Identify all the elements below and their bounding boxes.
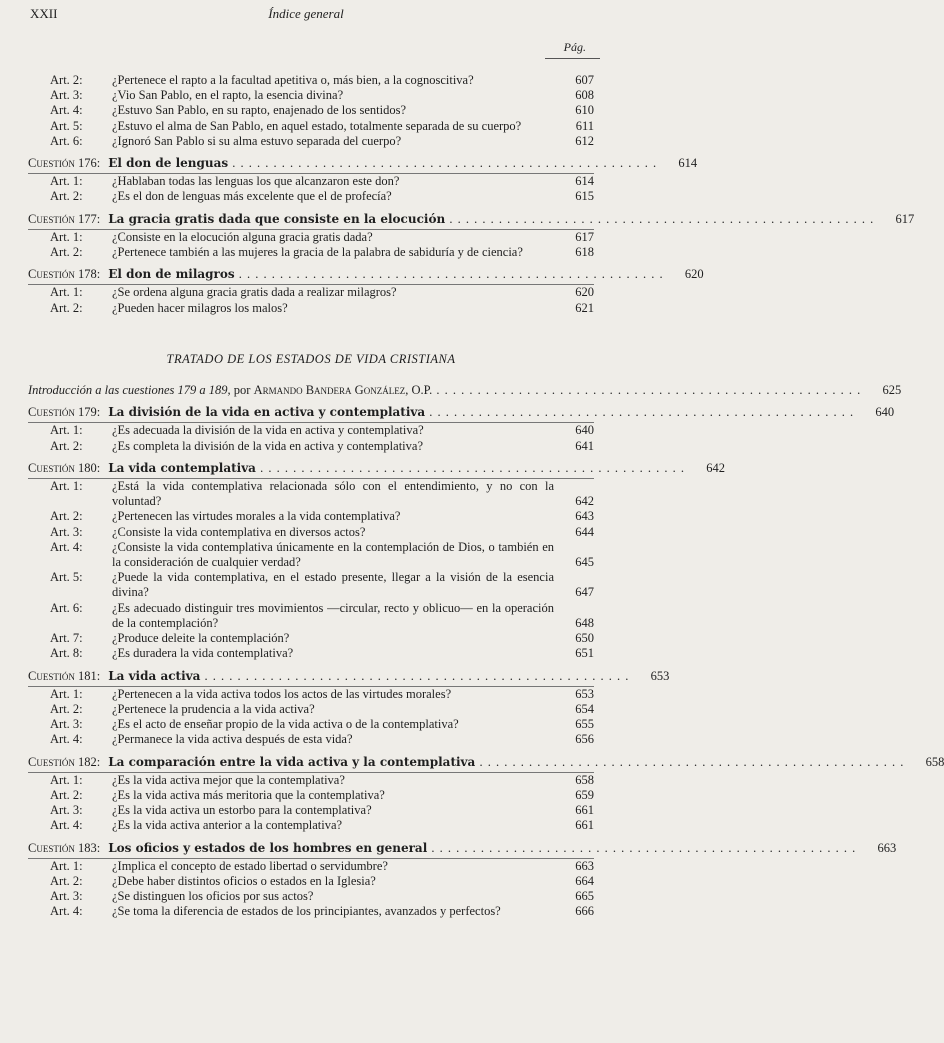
toc-article-entry[interactable] bbox=[50, 717, 594, 732]
article-page-number: 617 bbox=[575, 229, 594, 244]
article-page-number: 656 bbox=[575, 732, 594, 747]
toc-article-entry[interactable] bbox=[50, 88, 594, 103]
toc-article-entry[interactable] bbox=[50, 631, 594, 646]
question-title-wrap bbox=[108, 755, 904, 770]
article-title: ¿Consiste en la elocución alguna gracia gratis dada? bbox=[112, 229, 373, 244]
article-page-number: 659 bbox=[575, 787, 594, 802]
page-column-label: Pág. bbox=[563, 40, 586, 54]
article-number: Art. 2: bbox=[50, 300, 83, 315]
question-page-number: 658 bbox=[925, 754, 944, 769]
dot-leader: . . . . . . . . . . . . . . . . . . . . . . . . . . . . . . . . . . . . . . . . . . . . . . . . . . . . bbox=[234, 267, 664, 282]
treatise-heading: TRATADO DE LOS ESTADOS DE VIDA CRISTIANA bbox=[166, 351, 456, 366]
toc-article-entry[interactable] bbox=[50, 134, 594, 149]
article-number: Art. 2: bbox=[50, 787, 83, 802]
dot-leader: . . . . . . . . . . . . . . . . . . . . . . . . . . . . . . . . . . . . . . . . . . . . . . . . . . . . bbox=[445, 211, 875, 226]
toc-article-entry[interactable] bbox=[50, 439, 594, 454]
question-title-wrap bbox=[108, 156, 657, 171]
article-page-number: 611 bbox=[575, 118, 594, 133]
article-page-number: 614 bbox=[575, 174, 594, 189]
toc-article-entry[interactable] bbox=[50, 189, 594, 204]
table-of-contents bbox=[28, 73, 944, 920]
article-page-number: 615 bbox=[575, 189, 594, 204]
article-number: Art. 2: bbox=[50, 438, 83, 453]
article-number: Art. 1: bbox=[50, 858, 83, 873]
article-number: Art. 2: bbox=[50, 245, 83, 260]
question-title: La vida activa bbox=[108, 668, 201, 683]
article-page-number: 645 bbox=[575, 555, 594, 570]
toc-article-entry[interactable] bbox=[50, 301, 594, 316]
article-number: Art. 6: bbox=[50, 133, 83, 148]
question-page-number: 620 bbox=[684, 267, 704, 282]
article-title: ¿Es la vida activa anterior a la contemplativa? bbox=[112, 818, 343, 833]
toc-article-entry[interactable] bbox=[50, 702, 594, 717]
article-title: ¿Consiste la vida contemplativa únicamente en la contemplación de Dios, o también en la consideración de cualquier verdad? bbox=[112, 539, 554, 570]
article-title: ¿Es la vida activa más meritoria que la contemplativa? bbox=[112, 787, 385, 802]
question-title-wrap bbox=[108, 461, 685, 476]
article-page-number: 607 bbox=[575, 73, 594, 87]
article-number: Art. 3: bbox=[50, 889, 83, 904]
article-page-number: 650 bbox=[575, 631, 594, 646]
article-title: ¿Pertenece la prudencia a la vida activa? bbox=[112, 701, 315, 716]
dot-leader: . . . . . . . . . . . . . . . . . . . . . . . . . . . . . . . . . . . . . . . . . . . . . . . . . . . . bbox=[255, 460, 685, 475]
article-title: ¿Pertenecen las virtudes morales a la vida contemplativa? bbox=[112, 509, 401, 524]
page-number: XXII bbox=[30, 6, 58, 21]
question-title-wrap bbox=[108, 267, 663, 282]
article-page-number: 658 bbox=[575, 772, 594, 787]
article-number: Art. 4: bbox=[50, 539, 83, 554]
question-page-number: 640 bbox=[875, 405, 895, 420]
article-title: ¿Es completa la división de la vida en activa y contemplativa? bbox=[112, 438, 423, 453]
article-page-number: 664 bbox=[575, 873, 594, 888]
toc-question-entry[interactable] bbox=[28, 460, 725, 476]
article-number: Art. 3: bbox=[50, 524, 83, 539]
article-title: ¿Es adecuado distinguir tres movimientos —circular, recto y oblicuo— en la operación de la contemplación? bbox=[112, 600, 554, 630]
toc-article-entry[interactable] bbox=[50, 285, 594, 300]
article-page-number: 621 bbox=[575, 300, 594, 315]
article-title: ¿Estuvo el alma de San Pablo, en aquel estado, totalmente separada de su cuerpo? bbox=[112, 118, 522, 133]
article-page-number: 661 bbox=[575, 803, 594, 818]
toc-article-entry[interactable] bbox=[50, 479, 594, 509]
article-page-number: 612 bbox=[575, 133, 594, 148]
introduction-title: Introducción a las cuestiones 179 a 189, bbox=[28, 383, 231, 398]
toc-article-entry[interactable] bbox=[50, 904, 594, 919]
article-number: Art. 8: bbox=[50, 646, 83, 661]
header-rule bbox=[545, 58, 600, 59]
question-title-wrap bbox=[108, 841, 856, 856]
question-title-wrap bbox=[108, 212, 874, 227]
article-title: ¿Se distinguen los oficios por sus actos? bbox=[112, 889, 314, 904]
article-page-number: 655 bbox=[575, 717, 594, 732]
toc-article-entry[interactable] bbox=[50, 73, 594, 88]
article-page-number: 647 bbox=[575, 585, 594, 600]
article-page-number: 618 bbox=[575, 245, 594, 260]
question-title: Los oficios y estados de los hombres en general bbox=[108, 840, 428, 855]
toc-article-entry[interactable] bbox=[50, 103, 594, 118]
toc-article-entry[interactable] bbox=[50, 803, 594, 818]
article-title: ¿Ignoró San Pablo si su alma estuvo separada del cuerpo? bbox=[112, 133, 402, 148]
toc-article-entry[interactable] bbox=[50, 773, 594, 788]
question-title-wrap bbox=[108, 405, 854, 420]
question-label: Cuestión 183: bbox=[28, 840, 101, 855]
article-number: Art. 3: bbox=[50, 717, 83, 732]
toc-question-entry[interactable] bbox=[28, 156, 698, 171]
article-number: Art. 4: bbox=[50, 103, 83, 118]
article-page-number: 643 bbox=[575, 509, 594, 524]
article-title: ¿Es duradera la vida contemplativa? bbox=[112, 646, 294, 661]
question-title-wrap bbox=[108, 669, 629, 684]
article-page-number: 642 bbox=[575, 494, 594, 509]
running-header bbox=[30, 6, 582, 24]
article-number: Art. 6: bbox=[50, 600, 83, 615]
introduction-author: Armando Bandera González bbox=[253, 383, 406, 398]
article-title: ¿Hablaban todas las lenguas los que alcanzaron este don? bbox=[112, 174, 400, 189]
article-number: Art. 2: bbox=[50, 701, 83, 716]
question-page-number: 663 bbox=[877, 840, 897, 855]
toc-article-entry[interactable] bbox=[50, 525, 594, 540]
article-number: Art. 1: bbox=[50, 174, 83, 189]
introduction-entry[interactable] bbox=[28, 383, 902, 398]
article-number: Art. 1: bbox=[50, 772, 83, 787]
article-title: ¿Implica el concepto de estado libertad o servidumbre? bbox=[112, 858, 388, 873]
toc-article-entry[interactable] bbox=[50, 859, 594, 874]
article-page-number: 644 bbox=[575, 524, 594, 539]
toc-article-entry[interactable] bbox=[50, 601, 594, 631]
article-title: ¿Es la vida activa un estorbo para la contemplativa? bbox=[112, 803, 372, 818]
question-label: Cuestión 178: bbox=[28, 267, 101, 282]
article-title: ¿Puede la vida contemplativa, en el estado presente, llegar a la visión de la esencia divina? bbox=[112, 570, 554, 600]
toc-question-entry[interactable] bbox=[28, 267, 704, 282]
question-page-number: 642 bbox=[706, 460, 725, 475]
article-page-number: 654 bbox=[575, 701, 594, 716]
dot-leader: . . . . . . . . . . . . . . . . . . . . . . . . . . . . . . . . . . . . . . . . . . . . . . . . . . . . bbox=[427, 840, 857, 855]
article-title: ¿Permanece la vida activa después de esta vida? bbox=[112, 732, 353, 747]
article-title: ¿Debe haber distintos oficios o estados en la Iglesia? bbox=[112, 873, 376, 888]
article-title: ¿Estuvo San Pablo, en su rapto, enajenado de los sentidos? bbox=[112, 103, 407, 118]
question-title: El don de lenguas bbox=[108, 156, 229, 171]
article-number: Art. 1: bbox=[50, 285, 83, 300]
toc-article-entry[interactable] bbox=[50, 687, 594, 702]
question-title: La gracia gratis dada que consiste en la elocución bbox=[108, 211, 446, 226]
article-page-number: 648 bbox=[575, 615, 594, 630]
article-title: ¿Se toma la diferencia de estados de los principiantes, avanzados y perfectos? bbox=[112, 904, 501, 919]
article-title: ¿Es la vida activa mejor que la contemplativa? bbox=[112, 772, 345, 787]
article-title: ¿Pertenece también a las mujeres la gracia de la palabra de sabiduría y de ciencia? bbox=[112, 245, 523, 260]
article-page-number: 666 bbox=[575, 904, 594, 919]
toc-article-entry[interactable] bbox=[50, 230, 594, 245]
article-title: ¿Consiste la vida contemplativa en diversos actos? bbox=[112, 524, 366, 539]
toc-article-entry[interactable] bbox=[50, 788, 594, 803]
article-page-number: 610 bbox=[575, 103, 594, 118]
article-number: Art. 2: bbox=[50, 509, 83, 524]
question-title: El don de milagros bbox=[108, 267, 235, 282]
toc-article-entry[interactable] bbox=[50, 174, 594, 189]
dot-leader: . . . . . . . . . . . . . . . . . . . . . . . . . . . . . . . . . . . . . . . . . . . . . . . . . . . . bbox=[228, 156, 658, 171]
question-label: Cuestión 182: bbox=[28, 754, 101, 769]
article-title: ¿Se ordena alguna gracia gratis dada a realizar milagros? bbox=[112, 285, 397, 300]
article-title: ¿Pueden hacer milagros los malos? bbox=[112, 300, 288, 315]
article-title: ¿Está la vida contemplativa relacionada sólo con el entendimiento, y no con la voluntad? bbox=[112, 479, 554, 509]
article-page-number: 608 bbox=[575, 88, 594, 103]
article-number: Art. 2: bbox=[50, 189, 83, 204]
article-number: Art. 2: bbox=[50, 73, 83, 87]
article-page-number: 651 bbox=[575, 646, 594, 661]
article-number: Art. 5: bbox=[50, 570, 83, 585]
question-page-number: 617 bbox=[895, 211, 915, 226]
article-number: Art. 3: bbox=[50, 88, 83, 103]
toc-question-entry[interactable] bbox=[28, 754, 944, 770]
toc-article-entry[interactable] bbox=[50, 245, 594, 260]
article-number: Art. 1: bbox=[50, 423, 83, 438]
article-page-number: 653 bbox=[575, 686, 594, 701]
article-title: ¿Es el acto de enseñar propio de la vida activa o de la contemplativa? bbox=[112, 717, 459, 732]
article-title: ¿Produce deleite la contemplación? bbox=[112, 631, 290, 646]
question-label: Cuestión 176: bbox=[28, 156, 101, 171]
article-page-number: 641 bbox=[575, 438, 594, 453]
toc-question-entry[interactable] bbox=[28, 211, 915, 227]
question-label: Cuestión 177: bbox=[28, 211, 101, 226]
toc-article-entry[interactable] bbox=[50, 119, 594, 134]
article-number: Art. 2: bbox=[50, 873, 83, 888]
article-number: Art. 7: bbox=[50, 631, 83, 646]
introduction-by: por bbox=[230, 383, 254, 398]
article-page-number: 620 bbox=[575, 285, 594, 300]
article-number: Art. 1: bbox=[50, 686, 83, 701]
article-page-number: 663 bbox=[575, 858, 594, 873]
toc-article-entry[interactable] bbox=[50, 646, 594, 661]
toc-question-entry[interactable] bbox=[28, 405, 895, 420]
article-title: ¿Vio San Pablo, en el rapto, la esencia divina? bbox=[112, 88, 344, 103]
article-title: ¿Pertenecen a la vida activa todos los actos de las virtudes morales? bbox=[112, 686, 452, 701]
article-number: Art. 5: bbox=[50, 118, 83, 133]
toc-question-entry[interactable] bbox=[28, 840, 897, 856]
running-title: Índice general bbox=[268, 6, 344, 21]
article-title: ¿Es adecuada la división de la vida en activa y contemplativa? bbox=[112, 423, 424, 438]
toc-article-entry[interactable] bbox=[50, 818, 594, 833]
introduction-page-number: 625 bbox=[882, 383, 902, 398]
dot-leader: . . . . . . . . . . . . . . . . . . . . . . . . . . . . . . . . . . . . . . . . . . . . . . . . . . . . bbox=[475, 754, 905, 769]
article-title: ¿Pertenece el rapto a la facultad apetitiva o, más bien, a la cognoscitiva? bbox=[112, 73, 474, 87]
question-title: La división de la vida en activa y contemplativa bbox=[108, 405, 426, 420]
toc-article-entry[interactable] bbox=[50, 874, 594, 889]
dot-leader: . . . . . . . . . . . . . . . . . . . . . . . . . . . . . . . . . . . . . . . . . . . . . . . . . . . . bbox=[432, 383, 862, 398]
article-number: Art. 3: bbox=[50, 803, 83, 818]
toc-question-entry[interactable] bbox=[28, 668, 670, 684]
toc-article-entry[interactable] bbox=[50, 570, 594, 600]
toc-article-entry[interactable] bbox=[50, 509, 594, 524]
dot-leader: . . . . . . . . . . . . . . . . . . . . . . . . . . . . . . . . . . . . . . . . . . . . . . . . . . . . bbox=[200, 668, 630, 683]
toc-article-entry[interactable] bbox=[50, 423, 594, 438]
question-label: Cuestión 179: bbox=[28, 405, 101, 420]
toc-article-entry[interactable] bbox=[50, 540, 594, 570]
question-label: Cuestión 181: bbox=[28, 668, 101, 683]
question-page-number: 653 bbox=[650, 668, 670, 683]
article-page-number: 661 bbox=[575, 818, 594, 833]
question-label: Cuestión 180: bbox=[28, 460, 101, 475]
article-page-number: 665 bbox=[575, 889, 594, 904]
question-title: La vida contemplativa bbox=[108, 460, 256, 475]
question-title: La comparación entre la vida activa y la contemplativa bbox=[108, 754, 476, 769]
article-number: Art. 4: bbox=[50, 818, 83, 833]
toc-article-entry[interactable] bbox=[50, 889, 594, 904]
article-number: Art. 4: bbox=[50, 904, 83, 919]
article-page-number: 640 bbox=[575, 423, 594, 438]
article-title: ¿Es el don de lenguas más excelente que el de profecía? bbox=[112, 189, 392, 204]
toc-article-entry[interactable] bbox=[50, 732, 594, 747]
introduction-order: , O.P. bbox=[405, 383, 433, 398]
article-number: Art. 1: bbox=[50, 479, 83, 494]
introduction-text bbox=[28, 383, 861, 398]
article-number: Art. 1: bbox=[50, 229, 83, 244]
dot-leader: . . . . . . . . . . . . . . . . . . . . . . . . . . . . . . . . . . . . . . . . . . . . . . . . . . . . bbox=[425, 405, 855, 420]
question-page-number: 614 bbox=[678, 156, 698, 171]
article-number: Art. 4: bbox=[50, 732, 83, 747]
